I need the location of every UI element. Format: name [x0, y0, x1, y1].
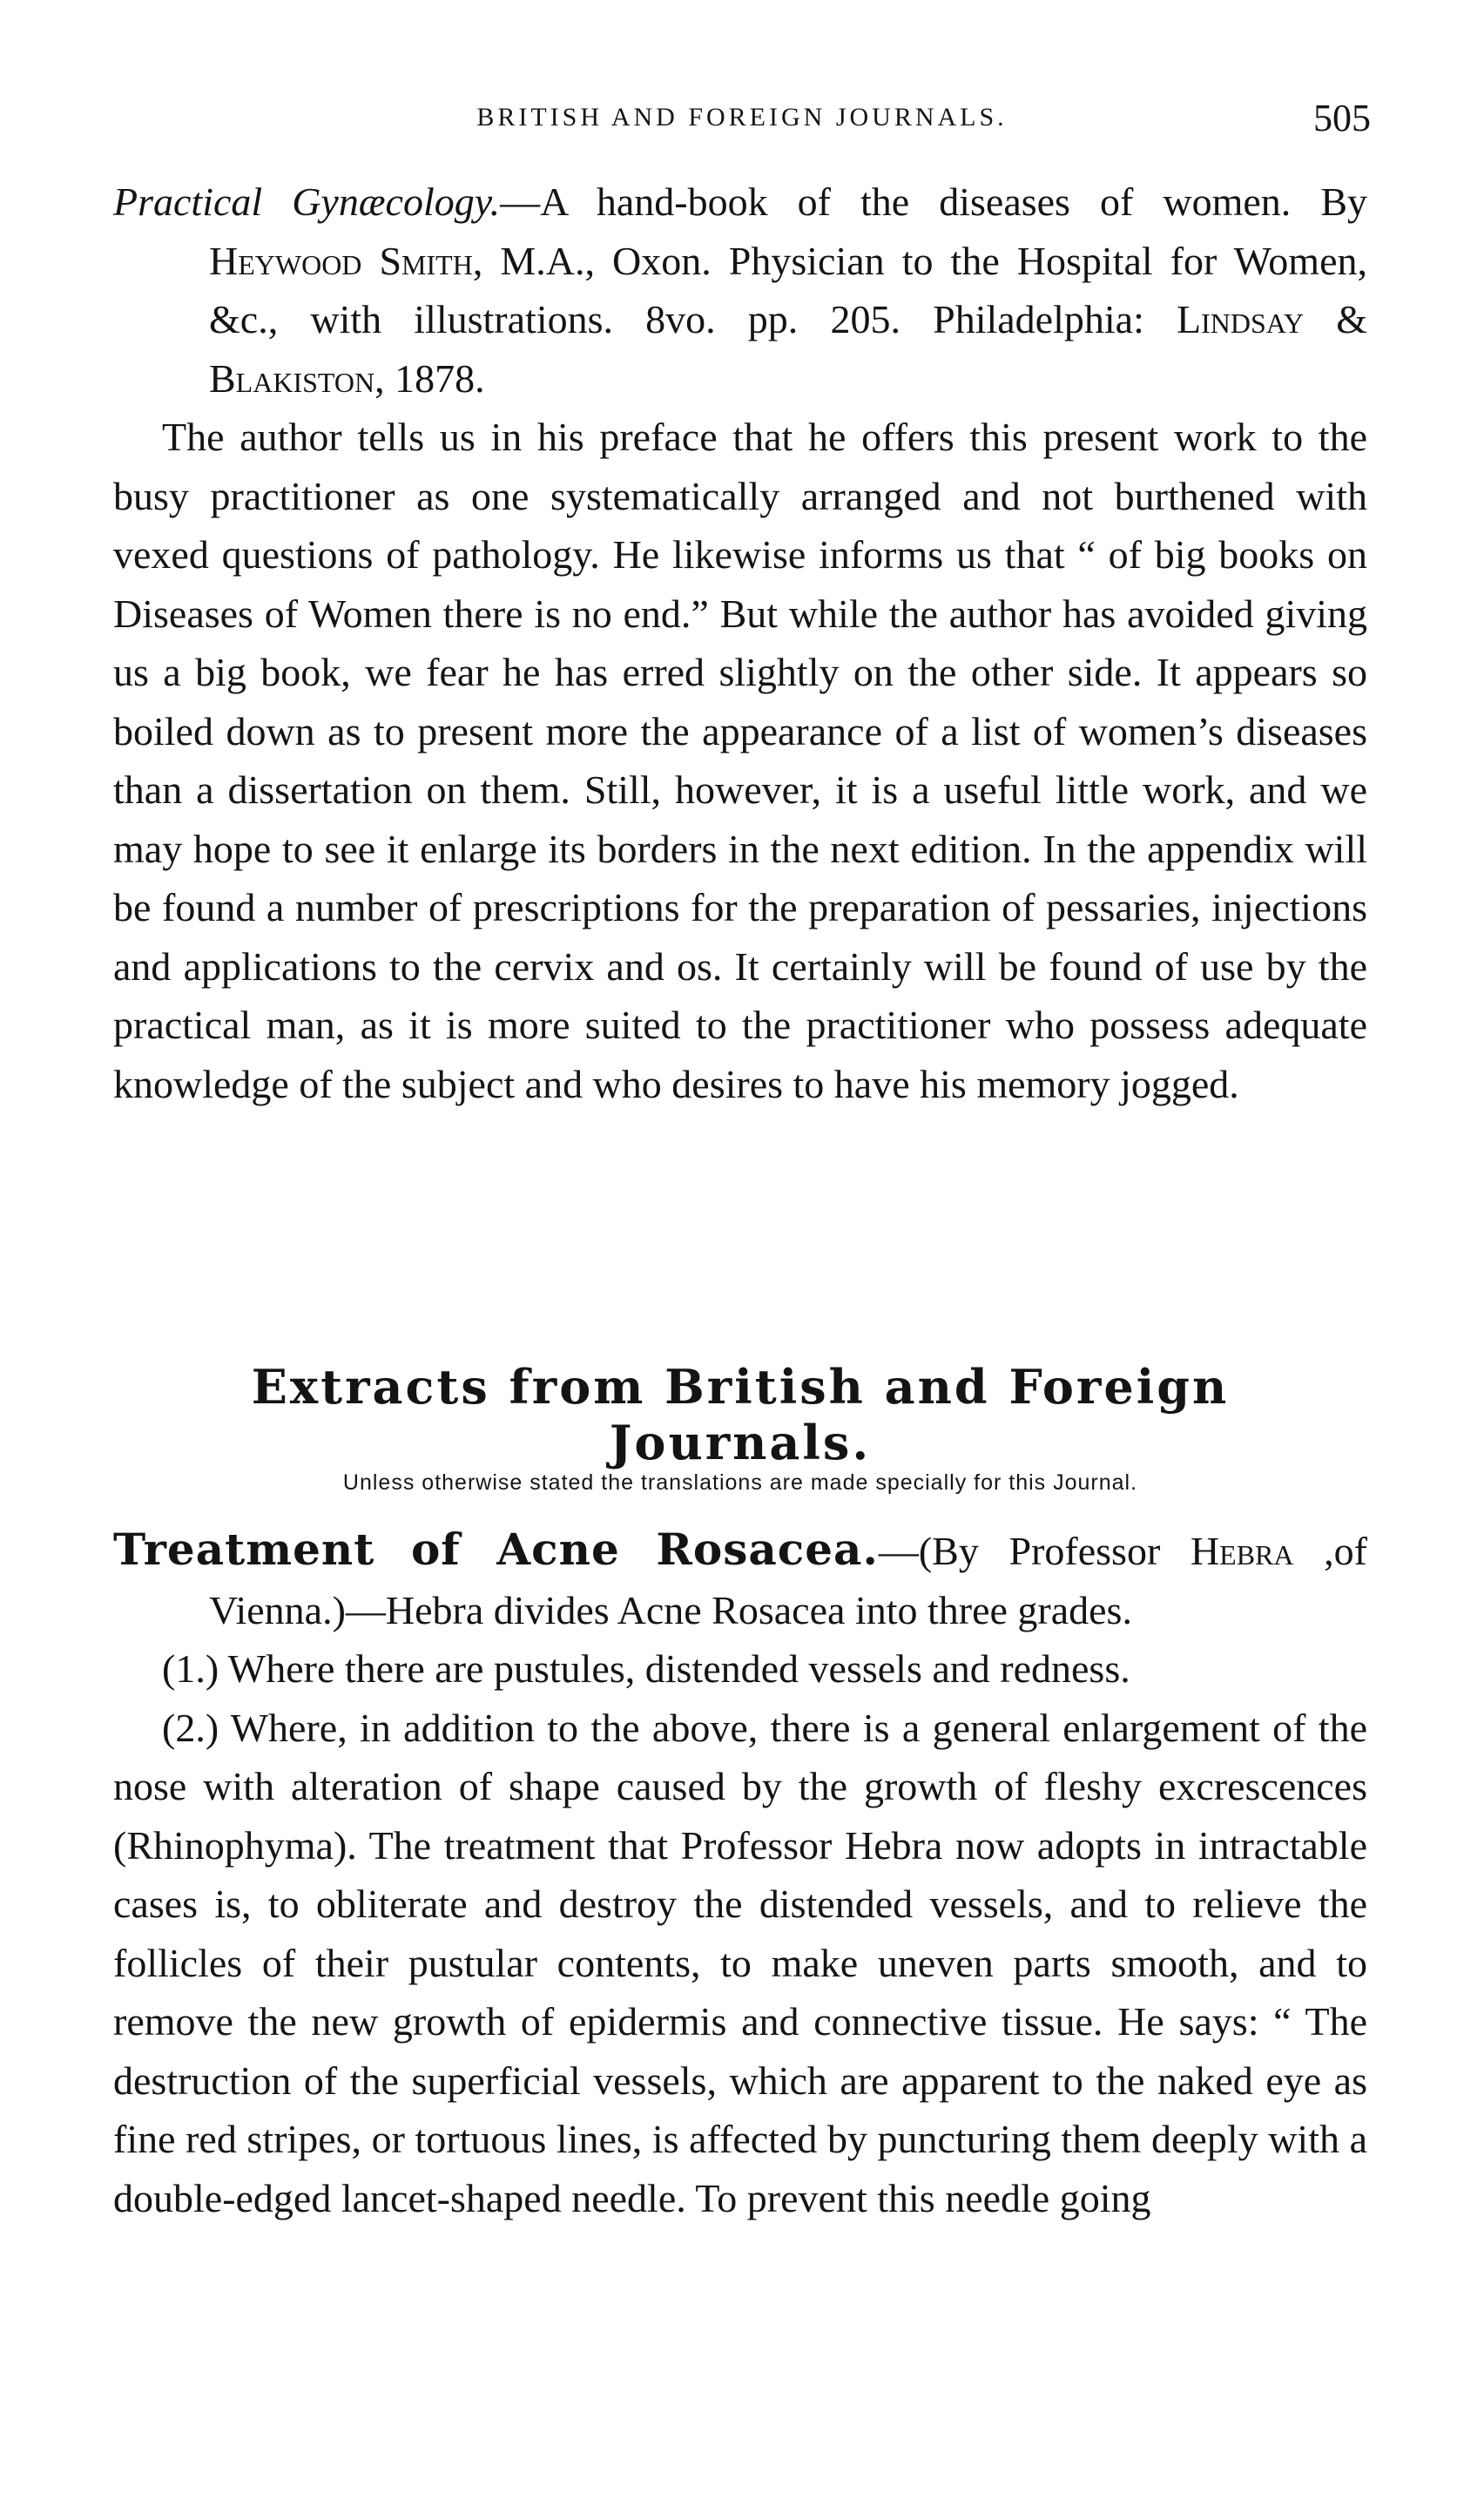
article-item-2: (2.) Where, in addition to the above, there is a general enlargement of the nose with alteration of shape caused by the growth of fleshy excrescences (Rhinophyma). The treatment that Professor Hebra now adopts in intractable cases is, to obliterate and destroy the distended vessels, and to relieve the follicles of their pustular contents, to make uneven parts smooth, and to remove the new growth of epidermis and connective tissue. He says: “ The destruction of the superficial vessels, which are apparent to the naked eye as fine red stripes, or tortuous lines, is affected by puncturing them deeply with a double-edged lancet-shaped needle. To prevent this needle going	[113, 1705, 1367, 2220]
article-byline-start: —(By Professor	[878, 1529, 1191, 1573]
running-head	[113, 96, 1371, 139]
book-author: Heywood Smith	[209, 238, 473, 283]
article-acne-rosacea	[113, 1520, 1367, 2227]
book-description: —A hand-book of the diseases of women. By	[500, 179, 1367, 224]
book-publisher: Lindsay & Blakiston	[209, 297, 1367, 401]
page-number: 505	[1313, 97, 1371, 139]
book-notice-citation	[113, 172, 1367, 408]
running-title: BRITISH AND FOREIGN JOURNALS.	[476, 103, 1008, 132]
article-author: Hebra	[1190, 1529, 1294, 1573]
article-title: Treatment of Acne Rosacea.	[113, 1524, 879, 1575]
article-opening	[113, 1520, 1367, 1639]
section-heading: Extracts from British and Foreign Journals.	[251, 1359, 1230, 1470]
section-note: Unless otherwise stated the translations are made specially for this Journal.	[342, 1470, 1138, 1495]
article-item-1: (1.) Where there are pustules, distended vessels and redness.	[162, 1646, 1130, 1691]
book-author-details: , M.A., Oxon. Physician to the Hospital for Women, &c., with illustrations. 8vo. pp. 205. Philadelphia:	[209, 238, 1367, 341]
book-notice	[113, 172, 1367, 408]
book-year: , 1878.	[374, 355, 485, 401]
article-byline-end: ,of Vienna.)—Hebra divides Acne Rosacea into three grades.	[209, 1529, 1367, 1632]
book-review	[113, 408, 1367, 1113]
review-paragraph: The author tells us in his preface that he offers this present work to the busy practitioner as one systematically arranged and not burthened with vexed questions of pathology. He likewise informs us that “ of big books on Diseases of Women there is no end.” But while the author has avoided giving us a big book, we fear he has erred slightly on the other side. It appears so boiled down as to present more the appearance of a list of women’s diseases than a dissertation on them. Still, however, it is a useful little work, and we may hope to see it enlarge its borders in the next edition. In the appendix will be found a number of prescriptions for the preparation of pessaries, injections and applications to the cervix and os. It certainly will be found of use by the practical man, as it is more suited to the practitioner who possess adequate knowledge of the subject and who desires to have his memory jogged.	[113, 415, 1367, 1106]
book-title: Practical Gynæcology.	[113, 179, 501, 224]
